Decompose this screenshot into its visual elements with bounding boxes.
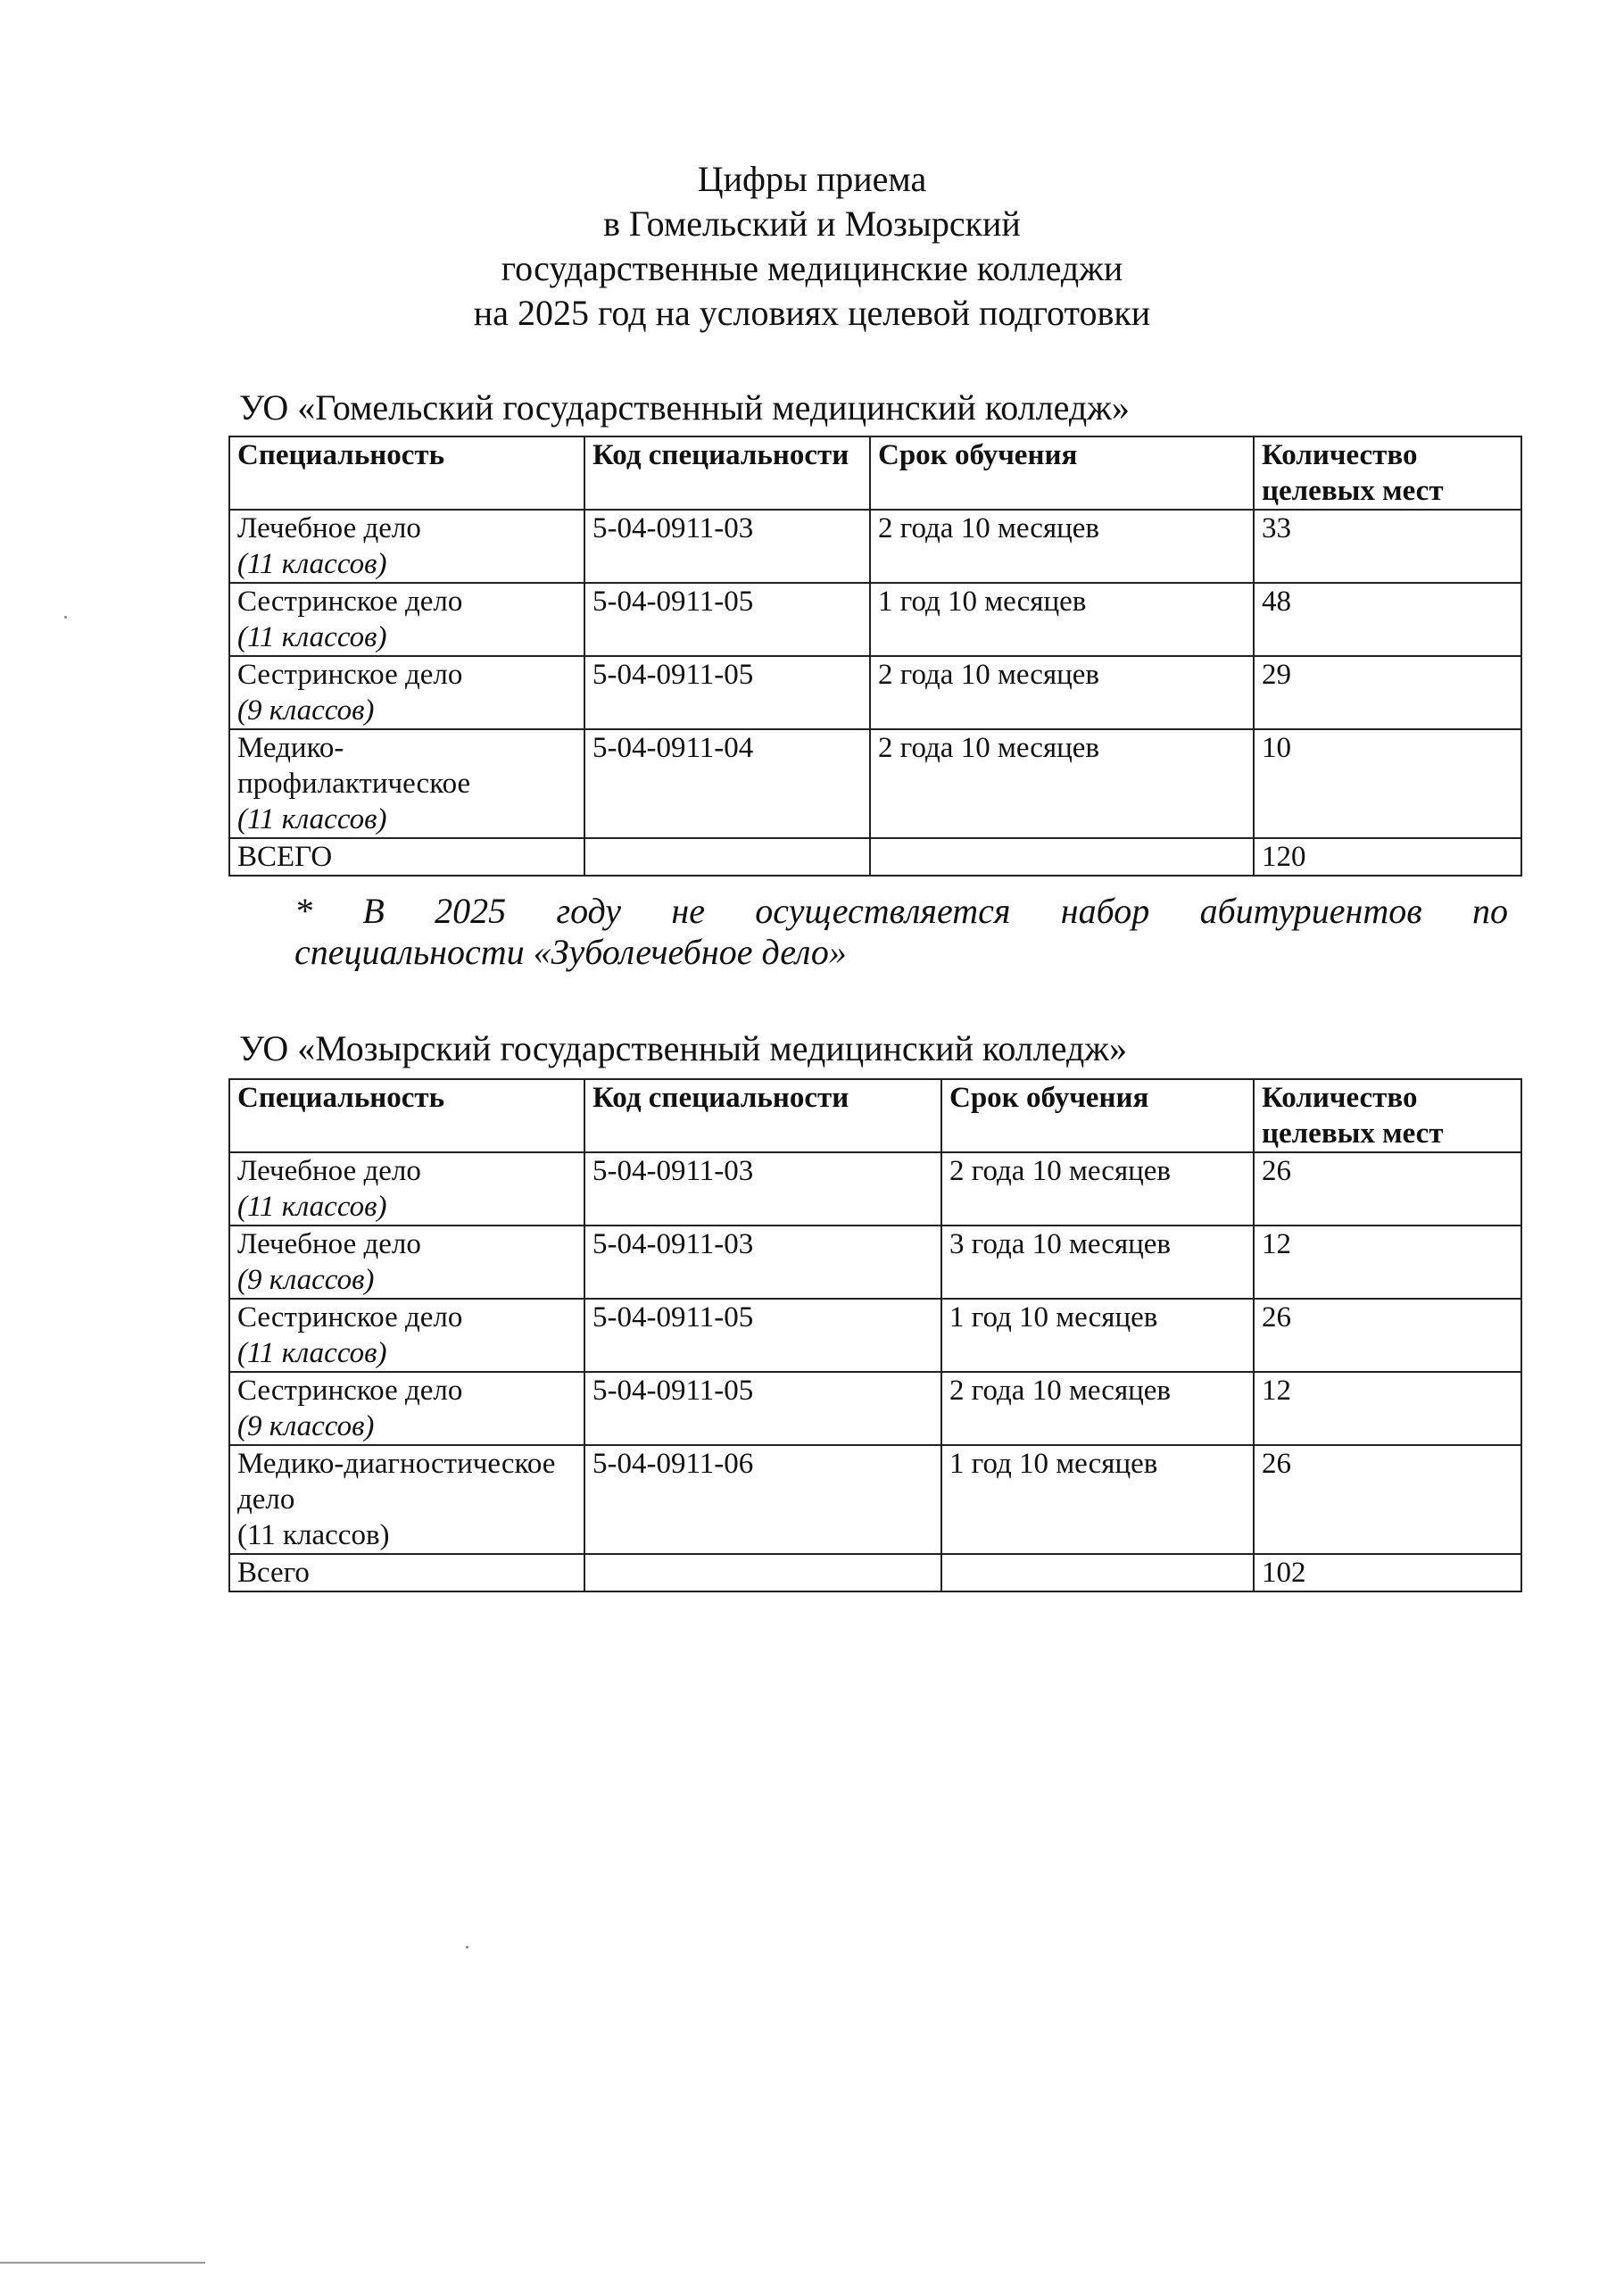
cell-specialty: Сестринское дело (9 классов) <box>229 656 584 729</box>
cell-code: 5-04-0911-05 <box>584 656 870 729</box>
footnote-line-1: * В 2025 году не осуществляется набор абитуриентов по <box>294 891 1508 931</box>
college-2-heading: УО «Мозырский государственный медицинский колледж» <box>239 1028 1127 1068</box>
scan-speck <box>466 1946 468 1948</box>
table-total-row <box>229 838 1521 876</box>
cell-count: 10 <box>1254 729 1521 838</box>
table-row <box>229 1445 1521 1554</box>
cell-level: (11 классов) <box>237 548 387 580</box>
cell-count: 12 <box>1254 1226 1521 1299</box>
cell-count: 26 <box>1254 1299 1521 1372</box>
cell-empty <box>584 1554 941 1591</box>
cell-level: (11 классов) <box>237 803 387 835</box>
cell-code: 5-04-0911-05 <box>584 583 870 656</box>
college-1-table <box>228 436 1522 877</box>
footnote-line-2: специальности «Зуболечебное дело» <box>294 932 847 972</box>
table-row <box>229 583 1521 656</box>
header-code: Код специальности <box>584 436 870 510</box>
table-row <box>229 1299 1521 1372</box>
table-row <box>229 729 1521 838</box>
table-row <box>229 510 1521 583</box>
cell-term: 3 года 10 месяцев <box>941 1226 1254 1299</box>
cell-count: 48 <box>1254 583 1521 656</box>
cell-count: 33 <box>1254 510 1521 583</box>
table-row <box>229 656 1521 729</box>
scan-speck <box>64 616 67 619</box>
title-line-1: Цифры приема <box>697 159 927 199</box>
cell-level: (9 классов) <box>237 694 375 727</box>
cell-count: 26 <box>1254 1445 1521 1554</box>
cell-code: 5-04-0911-03 <box>584 1226 941 1299</box>
cell-level: (11 классов) <box>237 1191 387 1223</box>
cell-empty <box>584 838 870 876</box>
cell-code: 5-04-0911-03 <box>584 1152 941 1226</box>
table-row <box>229 1372 1521 1445</box>
cell-term: 2 года 10 месяцев <box>870 729 1254 838</box>
cell-code: 5-04-0911-03 <box>584 510 870 583</box>
cell-term: 2 года 10 месяцев <box>870 656 1254 729</box>
title-line-2: в Гомельский и Мозырский <box>603 204 1021 244</box>
cell-code: 5-04-0911-05 <box>584 1372 941 1445</box>
header-term: Срок обучения <box>941 1079 1254 1152</box>
cell-level: (9 классов) <box>237 1264 375 1296</box>
table-header-row <box>229 436 1521 510</box>
header-specialty: Специальность <box>229 1079 584 1152</box>
cell-specialty: Лечебное дело (11 классов) <box>229 1152 584 1226</box>
cell-total-label: Всего <box>229 1554 584 1591</box>
cell-level: (11 классов) <box>237 621 387 653</box>
title-line-3: государственные медицинские колледжи <box>501 248 1123 288</box>
title-line-4: на 2025 год на условиях целевой подготовки <box>473 293 1151 333</box>
cell-code: 5-04-0911-05 <box>584 1299 941 1372</box>
cell-count: 12 <box>1254 1372 1521 1445</box>
college-2-table <box>228 1078 1522 1592</box>
cell-count: 26 <box>1254 1152 1521 1226</box>
cell-code: 5-04-0911-06 <box>584 1445 941 1554</box>
cell-term: 2 года 10 месяцев <box>941 1372 1254 1445</box>
cell-specialty: Медико-диагностическое дело (11 классов) <box>229 1445 584 1554</box>
cell-level: (11 классов) <box>237 1519 390 1551</box>
header-count: Количество целевых мест <box>1254 436 1521 510</box>
table-total-row <box>229 1554 1521 1591</box>
header-term: Срок обучения <box>870 436 1254 510</box>
cell-total: 120 <box>1254 838 1521 876</box>
cell-empty <box>941 1554 1254 1591</box>
footnote <box>294 891 1508 973</box>
cell-level: (9 классов) <box>237 1410 375 1442</box>
cell-specialty: Сестринское дело (9 классов) <box>229 1372 584 1445</box>
cell-empty <box>870 838 1254 876</box>
cell-level: (11 классов) <box>237 1337 387 1369</box>
cell-count: 29 <box>1254 656 1521 729</box>
cell-term: 1 год 10 месяцев <box>870 583 1254 656</box>
table-header-row <box>229 1079 1521 1152</box>
header-specialty: Специальность <box>229 436 584 510</box>
cell-term: 2 года 10 месяцев <box>870 510 1254 583</box>
cell-specialty: Сестринское дело (11 классов) <box>229 1299 584 1372</box>
cell-specialty: Лечебное дело (9 классов) <box>229 1226 584 1299</box>
cell-total: 102 <box>1254 1554 1521 1591</box>
table-row <box>229 1226 1521 1299</box>
cell-specialty: Лечебное дело (11 классов) <box>229 510 584 583</box>
cell-specialty: Медико-профилактическое (11 классов) <box>229 729 584 838</box>
cell-term: 2 года 10 месяцев <box>941 1152 1254 1226</box>
cell-term: 1 год 10 месяцев <box>941 1299 1254 1372</box>
cell-total-label: ВСЕГО <box>229 838 584 876</box>
college-1-heading: УО «Гомельский государственный медицинский колледж» <box>239 387 1130 428</box>
document-title <box>0 157 1624 336</box>
table-row <box>229 1152 1521 1226</box>
scan-edge-line <box>0 2262 205 2264</box>
header-code: Код специальности <box>584 1079 941 1152</box>
cell-term: 1 год 10 месяцев <box>941 1445 1254 1554</box>
cell-code: 5-04-0911-04 <box>584 729 870 838</box>
cell-specialty: Сестринское дело (11 классов) <box>229 583 584 656</box>
header-count: Количество целевых мест <box>1254 1079 1521 1152</box>
